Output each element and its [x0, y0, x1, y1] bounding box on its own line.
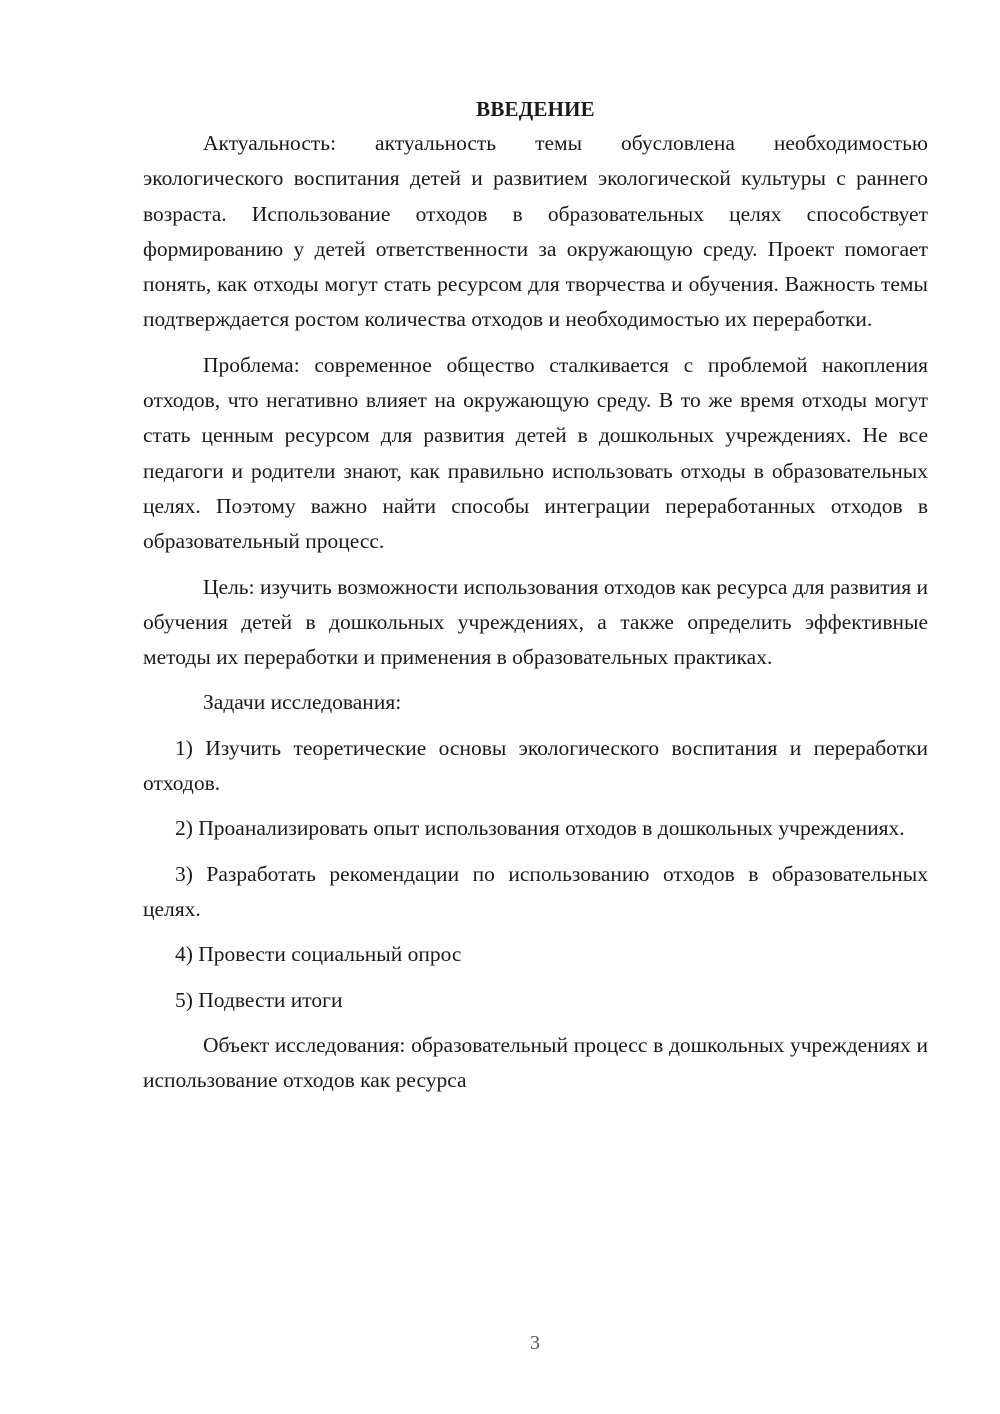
paragraph-relevance: Актуальность: актуальность темы обусловлена необходимостью экологического воспитания детей и развитием экологической культуры с раннего возраста. Использование отходов в образовательных целях способствует формированию у детей ответственности за окружающую среду. Проект помогает понять, как отходы могут стать ресурсом для творчества и обучения. Важность темы подтверждается ростом количества отходов и необходимостью их переработки. [143, 131, 928, 332]
section-heading: ВВЕДЕНИЕ [476, 97, 595, 121]
paragraph-object: Объект исследования: образовательный процесс в дошкольных учреждениях и использование отходов как ресурса [143, 1032, 928, 1093]
task-item-1: 1) Изучить теоретические основы экологического воспитания и переработки отходов. [143, 735, 928, 796]
tasks-title: Задачи исследования: [203, 690, 402, 715]
paragraph-problem: Проблема: современное общество сталкивается с проблемой накопления отходов, что негативно влияет на окружающую среду. В то же время отходы могут стать ценным ресурсом для развития детей в дошкольных учреждениях. Не все педагоги и родители знают, как правильно использовать отходы в образовательных целях. Поэтому важно найти способы интеграции переработанных отходов в образовательный процесс. [143, 352, 928, 554]
task-item-2: 2) Проанализировать опыт использования отходов в дошкольных учреждениях. [175, 816, 905, 841]
paragraph-goal: Цель: изучить возможности использования отходов как ресурса для развития и обучения детей в дошкольных учреждениях, а также определить эффективные методы их переработки и применения в образовательных практиках. [143, 574, 928, 670]
task-item-4: 4) Провести социальный опрос [175, 942, 462, 967]
task-item-5: 5) Подвести итоги [175, 987, 343, 1012]
task-item-3: 3) Разработать рекомендации по использованию отходов в образовательных целях. [143, 861, 928, 921]
page-number: 3 [530, 1332, 540, 1354]
document-page [143, 92, 928, 1108]
